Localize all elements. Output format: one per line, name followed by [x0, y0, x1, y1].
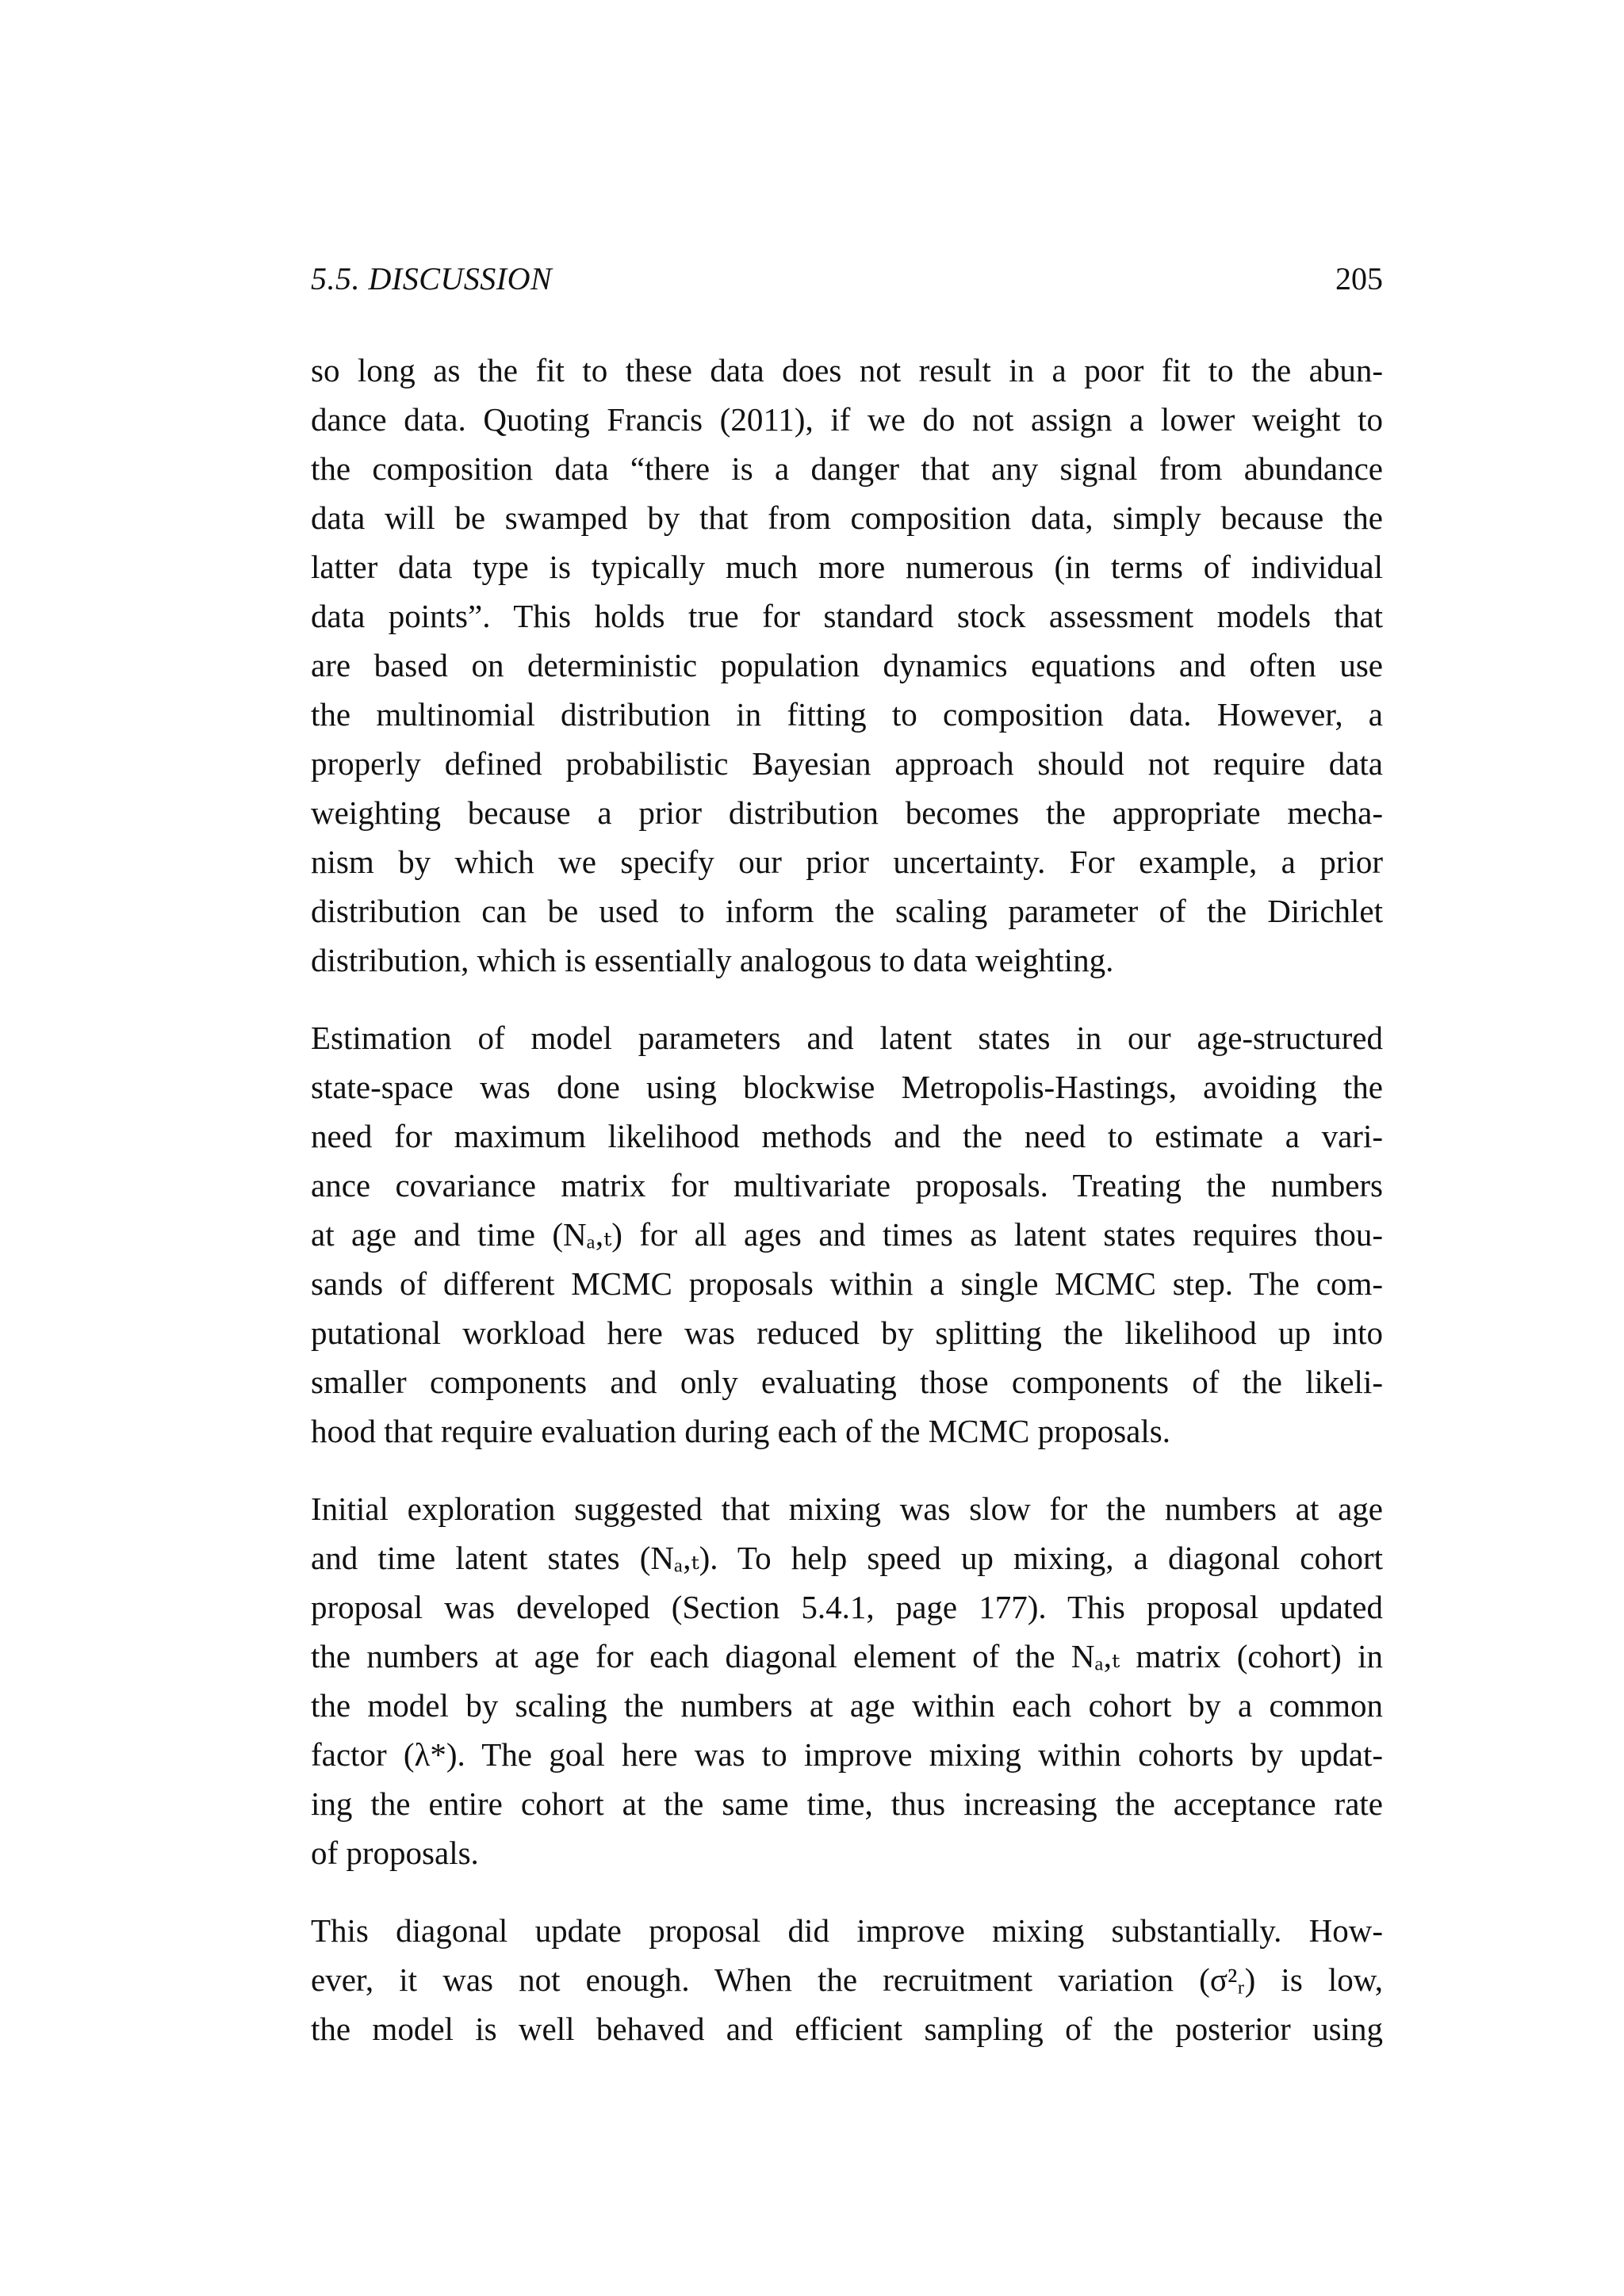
body-text [311, 346, 1383, 2082]
text-line: of proposals. [311, 1835, 479, 1871]
text-line: need for maximum likelihood methods and the need to estimate a vari- [311, 1118, 1383, 1154]
text-line: at age and time (Nₐ,ₜ) for all ages and times as latent states requires thou- [311, 1216, 1383, 1253]
text-line: the composition data “there is a danger that any signal from abundance [311, 450, 1383, 487]
running-header [311, 260, 1383, 304]
text-line: ing the entire cohort at the same time, thus increasing the acceptance rate [311, 1785, 1383, 1822]
text-line: smaller components and only evaluating those components of the likeli- [311, 1364, 1383, 1400]
text-line: Estimation of model parameters and latent states in our age-structured [311, 1020, 1383, 1056]
text-line: so long as the fit to these data does not result in a poor fit to the abun- [311, 352, 1383, 388]
text-line: are based on deterministic population dynamics equations and often use [311, 647, 1383, 683]
text-line: This diagonal update proposal did improve mixing substantially. How- [311, 1912, 1383, 1949]
text-line: the multinomial distribution in fitting to composition data. However, a [311, 696, 1383, 733]
text-line: hood that require evaluation during each of the MCMC proposals. [311, 1413, 1170, 1449]
text-line: ance covariance matrix for multivariate proposals. Treating the numbers [311, 1167, 1383, 1203]
text-line: latter data type is typically much more numerous (in terms of individual [311, 549, 1383, 585]
paragraph-diagonal-update [311, 1906, 1383, 2053]
text-line: factor (λ*). The goal here was to improve mixing within cohorts by updat- [311, 1736, 1383, 1773]
paragraph-estimation [311, 1013, 1383, 1456]
text-line: nism by which we specify our prior uncertainty. For example, a prior [311, 844, 1383, 880]
text-line: distribution can be used to inform the scaling parameter of the Dirichlet [311, 893, 1383, 929]
text-line: sands of different MCMC proposals within a single MCMC step. The com- [311, 1265, 1383, 1302]
text-line: dance data. Quoting Francis (2011), if we do not assign a lower weight to [311, 401, 1383, 438]
text-line: weighting because a prior distribution becomes the appropriate mecha- [311, 794, 1383, 831]
text-line: distribution, which is essentially analogous to data weighting. [311, 942, 1114, 978]
section-title: 5.5. DISCUSSION [311, 261, 553, 297]
text-line: the numbers at age for each diagonal element of the Nₐ,ₜ matrix (cohort) in [311, 1638, 1383, 1674]
text-line: proposal was developed (Section 5.4.1, page 177). This proposal updated [311, 1589, 1383, 1625]
text-line: Initial exploration suggested that mixing was slow for the numbers at age [311, 1490, 1383, 1527]
text-line: state-space was done using blockwise Metropolis-Hastings, avoiding the [311, 1069, 1383, 1105]
paragraph-data-weighting [311, 346, 1383, 985]
text-line: data points”. This holds true for standard stock assessment models that [311, 598, 1383, 634]
text-line: and time latent states (Nₐ,ₜ). To help speed up mixing, a diagonal cohort [311, 1540, 1383, 1576]
text-line: properly defined probabilistic Bayesian approach should not require data [311, 745, 1383, 782]
text-line: putational workload here was reduced by splitting the likelihood up into [311, 1314, 1383, 1351]
text-line: ever, it was not enough. When the recruitment variation (σ²ᵣ) is low, [311, 1961, 1383, 1998]
paragraph-mixing [311, 1484, 1383, 1877]
text-line: data will be swamped by that from composition data, simply because the [311, 499, 1383, 536]
page-number: 205 [1335, 261, 1383, 297]
text-line: the model is well behaved and efficient sampling of the posterior using [311, 2011, 1383, 2047]
text-line: the model by scaling the numbers at age within each cohort by a common [311, 1687, 1383, 1724]
